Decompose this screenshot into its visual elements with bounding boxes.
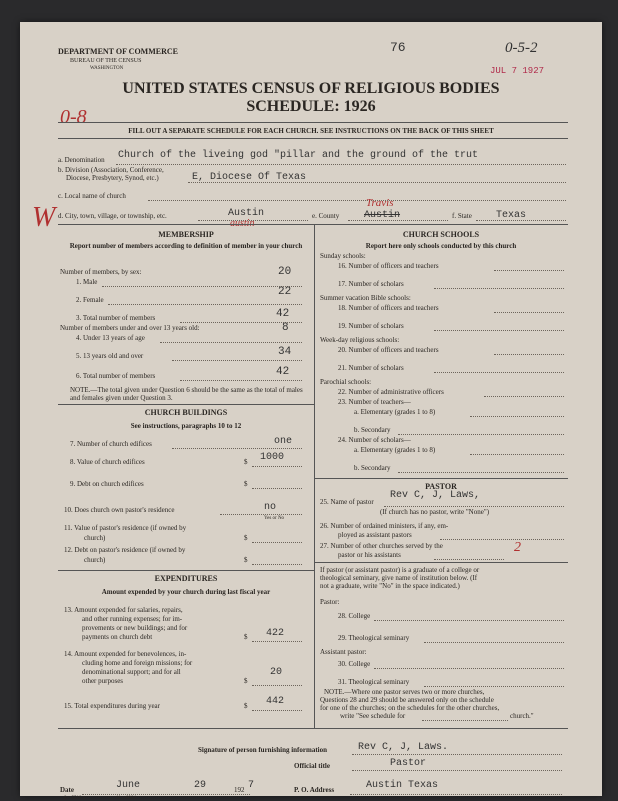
q25-note: (If church has no pastor, write "None")	[380, 508, 490, 516]
q27-value: 2	[514, 540, 521, 555]
date-label: Date	[60, 786, 74, 794]
q13-label-1: 13. Amount expended for salaries, repairs,	[64, 606, 183, 614]
denomination-value: Church of the liveing god "pillar and the ground of the trut	[118, 150, 479, 161]
county-value: Austin	[364, 210, 401, 221]
sunday-label: Sunday schools:	[320, 252, 366, 260]
q14-label-2: cluding home and foreign missions; for	[82, 659, 193, 667]
q18-label: 18. Number of officers and teachers	[338, 304, 439, 312]
q13-label-4: payments on church debt	[82, 633, 153, 641]
dept-label: DEPARTMENT OF COMMERCE	[58, 47, 179, 56]
q13-value: 422	[266, 628, 285, 639]
q15-label: 15. Total expenditures during year	[64, 702, 160, 710]
official-title-label: Official title	[294, 762, 330, 770]
q4-label: 4. Under 13 years of age	[76, 334, 145, 342]
local-name-label: c. Local name of church	[58, 192, 126, 200]
q4-value: 8	[282, 322, 289, 334]
county-handwritten: Travis	[366, 197, 394, 209]
q8-value: 1000	[260, 452, 285, 463]
number-right: 0-5-2	[505, 40, 538, 56]
q3-label: 3. Total number of members	[76, 314, 156, 322]
signature-value: Rev C, J, Laws.	[358, 742, 449, 753]
q30-label: 30. College	[338, 660, 371, 668]
city-label: d. City, town, village, or township, etc.	[58, 212, 167, 220]
q22-label: 22. Number of administrative officers	[338, 388, 444, 396]
date-year-digit: 7	[248, 780, 255, 791]
column-divider	[314, 224, 315, 728]
q14-label-1: 14. Amount expended for benevolences, in-	[64, 650, 187, 658]
q7-label: 7. Number of church edifices	[70, 440, 152, 448]
pastor-title: PASTOR	[425, 482, 457, 491]
q3-value: 42	[276, 308, 290, 320]
parochial-label: Parochial schools:	[320, 378, 372, 386]
by-sex-label: Number of members, by sex:	[60, 268, 142, 276]
form-subtitle: SCHEDULE: 1926	[246, 98, 376, 115]
handwritten-u-mark: W	[32, 202, 56, 233]
expenditures-title: EXPENDITURES	[154, 574, 218, 583]
grad-note-1: If pastor (or assistant pastor) is a graduate of a college or	[320, 566, 480, 574]
yes-no-hint: Yes or No	[264, 516, 285, 521]
q27-label-1: 27. Number of other churches served by the	[320, 542, 443, 550]
q9-dollar: $	[244, 480, 248, 488]
pastor-note-3: for one of the churches; on the schedules for the other churches,	[320, 704, 500, 712]
q12-dollar: $	[244, 556, 248, 564]
form-number: 8—5518 a	[64, 796, 85, 801]
q21-label: 21. Number of scholars	[338, 364, 404, 372]
form-title: UNITED STATES CENSUS OF RELIGIOUS BODIES	[122, 80, 500, 97]
pastor-note-5: church."	[510, 712, 534, 720]
q1-label: 1. Male	[76, 278, 98, 286]
q8-dollar: $	[244, 458, 248, 466]
header-rule-bottom	[58, 138, 568, 139]
asst-pastor-label: Assistant pastor:	[320, 648, 367, 656]
instruction-line: FILL OUT A SEPARATE SCHEDULE FOR EACH CHURCH. SEE INSTRUCTIONS ON THE BACK OF THIS SHEET	[128, 127, 494, 135]
state-value: Texas	[496, 210, 527, 221]
header-rule-top	[58, 122, 568, 123]
census-schedule-page	[20, 22, 602, 801]
pastor-grad-label: Pastor:	[320, 598, 340, 606]
city-value: Austin	[228, 208, 265, 219]
q13-label-3: provements or new buildings; and for	[82, 624, 188, 632]
q26-label-1: 26. Number of ordained ministers, if any, em-	[320, 522, 449, 530]
date-month: June	[116, 780, 141, 791]
q6-value: 42	[276, 366, 290, 378]
division-label-2: Diocese, Presbytery, Synod, etc.)	[66, 174, 159, 182]
city-label: WASHINGTON	[90, 66, 124, 71]
pastor-note-4: write "See schedule for	[340, 712, 406, 720]
q14-dollar: $	[244, 677, 248, 685]
q5-label: 5. 13 years old and over	[76, 352, 144, 360]
q19-label: 19. Number of scholars	[338, 322, 404, 330]
signature-label: Signature of person furnishing information	[198, 746, 327, 754]
q14-label-4: other purposes	[82, 677, 124, 685]
print-number: 11—6064	[116, 796, 136, 801]
division-value: E, Diocese Of Texas	[192, 172, 307, 183]
buildings-intro: See instructions, paragraphs 10 to 12	[130, 422, 242, 430]
q31-label: 31. Theological seminary	[338, 678, 410, 686]
grad-note-2: theological seminary, give name of institution below. (If	[320, 574, 478, 582]
pastor-name-value: Rev C, J, Laws,	[390, 490, 481, 501]
q17-label: 17. Number of scholars	[338, 280, 404, 288]
q28-label: 28. College	[338, 612, 371, 620]
expenditures-intro: Amount expended by your church during last fiscal year	[101, 588, 271, 596]
division-label-1: b. Division (Association, Conference,	[58, 166, 164, 174]
q26-label-2: ployed as assistant pastors	[338, 531, 412, 539]
pastor-note-1: NOTE.—Where one pastor serves two or more churches,	[324, 688, 485, 696]
q11-dollar: $	[244, 534, 248, 542]
q11-label-2: church)	[84, 534, 106, 542]
q27-label-2: pastor or his assistants	[338, 551, 401, 559]
membership-intro: Report number of members according to definition of member in your church	[69, 242, 303, 250]
q8-label: 8. Value of church edifices	[70, 458, 145, 466]
received-stamp: JUL 7 1927	[490, 66, 545, 76]
q12-label-2: church)	[84, 556, 106, 564]
q12-label-1: 12. Debt on pastor's residence (if owned by	[64, 546, 186, 554]
po-address-label: P. O. Address	[294, 786, 335, 794]
q20-label: 20. Number of officers and teachers	[338, 346, 439, 354]
q5-value: 34	[278, 346, 292, 358]
q13-label-2: and other running expenses; for im-	[82, 615, 183, 623]
po-address-value: Austin Texas	[366, 780, 439, 791]
denomination-label: a. Denomination	[58, 156, 105, 164]
q2-value: 22	[278, 286, 292, 298]
q16-label: 16. Number of officers and teachers	[338, 262, 439, 270]
q9-label: 9. Debt on church edifices	[70, 480, 144, 488]
q24a-label: a. Elementary (grades 1 to 8)	[354, 446, 436, 454]
q25-label: 25. Name of pastor	[320, 498, 374, 506]
membership-note: NOTE.—The total given under Question 6 should be the same as the total of males and females given under Question 3.	[70, 386, 303, 402]
q15-dollar: $	[244, 702, 248, 710]
q1-value: 20	[278, 266, 292, 278]
summer-label: Summer vacation Bible schools:	[320, 294, 411, 302]
state-label: f. State	[452, 212, 472, 220]
q23a-label: a. Elementary (grades 1 to 8)	[354, 408, 436, 416]
number-top: 76	[390, 40, 406, 55]
q6-label: 6. Total number of members	[76, 372, 156, 380]
q2-label: 2. Female	[76, 296, 104, 304]
q29-label: 29. Theological seminary	[338, 634, 410, 642]
q23b-label: b. Secondary	[354, 426, 391, 434]
q14-label-3: denominational support; and for all	[82, 668, 181, 676]
handwritten-code: 0-8	[60, 106, 87, 128]
q10-value: no	[264, 502, 277, 513]
bureau-label: BUREAU OF THE CENSUS	[70, 58, 142, 64]
by-age-label: Number of members under and over 13 years old:	[60, 324, 200, 332]
buildings-title: CHURCH BUILDINGS	[144, 408, 228, 417]
q15-value: 442	[266, 696, 285, 707]
date-year: 192	[234, 786, 245, 794]
membership-title: MEMBERSHIP	[158, 230, 214, 239]
schools-title: CHURCH SCHOOLS	[402, 230, 480, 239]
q24b-label: b. Secondary	[354, 464, 391, 472]
q24-label: 24. Number of scholars—	[338, 436, 411, 444]
q23-label: 23. Number of teachers—	[338, 398, 411, 406]
county-label: e. County	[312, 212, 340, 220]
weekday-label: Week-day religious schools:	[320, 336, 400, 344]
q7-value: one	[274, 436, 293, 447]
city-handwritten: austin	[230, 218, 255, 229]
date-day: 29	[194, 780, 207, 791]
q13-dollar: $	[244, 633, 248, 641]
grad-note-3: not a graduate, write "No" in the space indicated.)	[320, 582, 460, 590]
pastor-note-2: Questions 28 and 29 should be answered only on the schedule	[320, 696, 494, 704]
q14-value: 20	[270, 667, 283, 678]
official-title-value: Pastor	[390, 758, 427, 769]
schools-intro: Report here only schools conducted by this church	[365, 242, 517, 250]
q11-label-1: 11. Value of pastor's residence (if owned by	[64, 524, 187, 532]
q10-label: 10. Does church own pastor's residence	[64, 506, 175, 514]
